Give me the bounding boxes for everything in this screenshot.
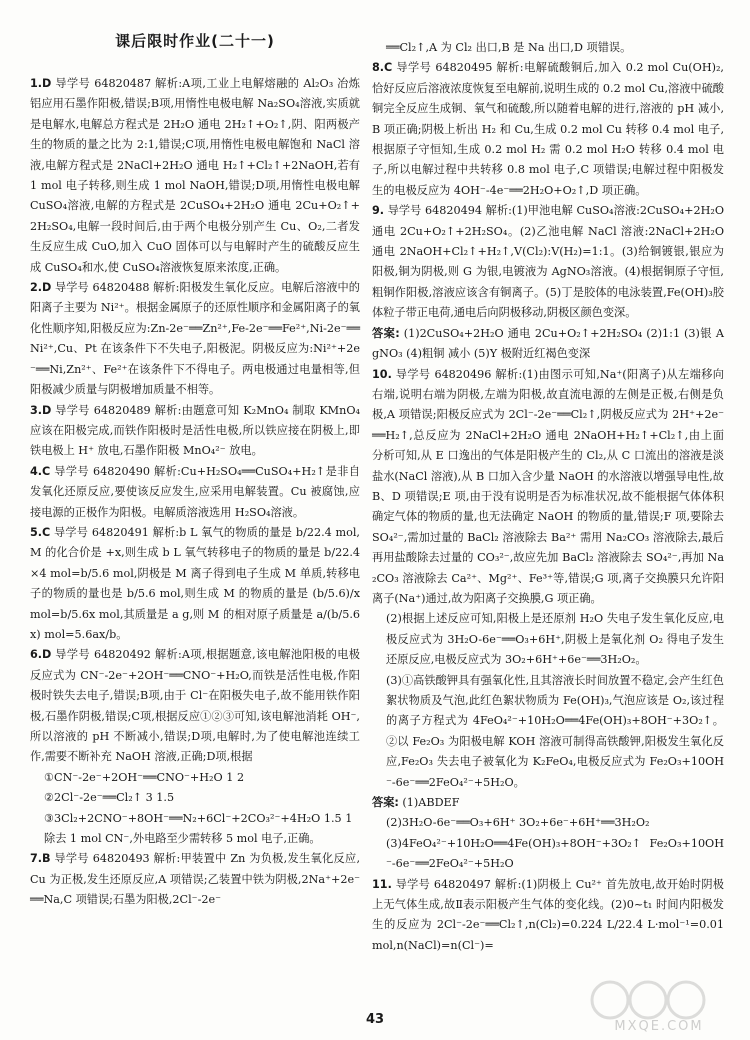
paragraph-text: (3)4FeO₄²⁻+10H₂O══4Fe(OH)₃+8OH⁻+3O₂↑ Fe₂O₃+10OH⁻-6e⁻══2FeO₄²⁻+5H₂O <box>386 836 724 871</box>
paragraph <box>30 74 360 278</box>
paragraph-text: ①CN⁻-2e⁻+2OH⁻══CNO⁻+H₂O 1 2 <box>44 770 245 784</box>
question-number: 10. <box>372 367 392 381</box>
paragraph <box>30 768 360 788</box>
right-flow <box>372 38 724 956</box>
paragraph-text: 导学号 64820489 解析:由题意可知 K₂MnO₄ 制取 KMnO₄应该在阳极完成,而铁作阳极时是活性电极,所以铁应接在阴极上,即铁电极上 H⁺ 放电,石墨作阳极 MnO₄²⁻ 放电。 <box>30 403 360 458</box>
paragraph <box>372 671 724 793</box>
question-number: 2.D <box>30 281 52 295</box>
paragraph-text: (2)3H₂O-6e⁻══O₃+6H⁺ 3O₂+6e⁻+6H⁺══3H₂O₂ <box>386 816 650 830</box>
paragraph <box>30 849 360 910</box>
paragraph-text: (3)①高铁酸钾具有强氧化性,且其溶液长时间放置不稳定,会产生红色絮状物质及气泡,此红色絮状物质为 Fe(OH)₃,气泡应该是 O₂,该过程的离子方程式为 4FeO₄²⁻+10H₂O══4Fe(OH)₃+8OH⁻+3O₂↑。②以 Fe₂O₃ 为阳极电解 KOH 溶液可制得高铁酸钾,阳极发生氧化反应,Fe₂O₃ 失去电子被氧化为 K₂FeO₄,电极反应式为 Fe₂O₃+10OH⁻-6e⁻══2FeO₄²⁻+5H₂O。 <box>386 673 724 789</box>
paragraph-text: (1)ABDEF <box>402 796 460 810</box>
paragraph-text: 导学号 64820496 解析:(1)由图示可知,Na⁺(阳离子)从左端移向右端,说明右端为阴极,左端为阳极,故直流电源的左侧是正极,右侧是负极,A 项错误;阳极反应式为 2Cl⁻-2e⁻══Cl₂↑,阴极反应式为 2H⁺+2e⁻══H₂↑,总反应为 2NaCl+2H₂O 通电 2NaOH+H₂↑+Cl₂↑,由上面分析可知,从 E 口逸出的气体是阳极产生的 Cl₂,从 C 口流出的溶液是淡盐水(NaCl 溶液),从 B 口加入含少量 NaOH 的水溶液以增强导电性,故 B、D 项错误;E 项,由于没有说明是否为标准状况,故不能根据气体体积确定气体的物质的量,也无法确定 NaOH 的物质的量,错误;F 项,要除去 SO₄²⁻,需加过量的 BaCl₂ 溶液除去 Ba²⁺ 需用 Na₂CO₃ 溶液除去,最后再用盐酸除去过量的 CO₃²⁻,故应先加 BaCl₂ 溶液除去 SO₄²⁻,再加 Na₂CO₃ 溶液除去 Ca²⁺、Mg²⁺、Fe³⁺等,错误;G 项,离子交换膜只允许阳离子(Na⁺)通过,故为阳离子交换膜,G 项正确。 <box>372 367 724 605</box>
question-number: 7.B <box>30 852 51 866</box>
paragraph <box>30 645 360 767</box>
watermark-logo <box>584 976 734 1034</box>
left-column <box>30 38 360 911</box>
paragraph <box>372 793 724 813</box>
question-number: 11. <box>372 877 392 891</box>
paragraph-text: 导学号 64820492 解析:A项,根据题意,该电解池阳极的电极反应式为 CN⁻-2e⁻+2OH⁻══CNO⁻+H₂O,而铁是活性电极,作阳极时铁失去电子,错误;B项,由于 Cl⁻在阳极失电子,故不能用铁作阳极,石墨作阴极,错误;C项,根据反应①②③可知,该电解池消耗 OH⁻,所以溶液的 pH 不断减小,错误;D项,电解时,为了使电解池连续工作,需要不断补充 NaOH 溶液,正确;D项,根据 <box>30 648 360 764</box>
watermark-text: MXQE.COM <box>614 1019 704 1034</box>
paragraph-text: 导学号 64820495 解析:电解硫酸铜后,加入 0.2 mol Cu(OH)₂,恰好反应后溶液浓度恢复至电解前,说明生成的 0.2 mol Cu,溶液中硫酸铜完全反应生成铜、氧气和硫酸,所以随着电解的进行,溶液的 pH 减小,B 项正确;阴极上析出 H₂ 和 Cu,生成 0.2 mol Cu 转移 0.4 mol 电子,根据原子守恒知,生成 0.2 mol H₂ 需 0.2 mol H₂O 转移 0.4 mol 电子,所以电解过程中共转移 0.8 mol 电子,C 项错误;电解过程中阳极发生的电极反应为 4OH⁻-4e⁻══2H₂O+O₂↑,D 项正确。 <box>372 61 724 197</box>
question-number: 3.D <box>30 403 52 417</box>
paragraph-text: 导学号 64820491 解析:b L 氧气的物质的量是 b/22.4 mol,M 的化合价是 +x,则生成 b L 氧气转移电子的物质的量是 b/22.4×4 mol=b/5.6 mol,阴极是 M 离子得到电子生成 M 单质,转移电子的物质的量也是 b/5.6 mol,则生成 M 的物质的量是 (b/5.6)/x mol=b/5.6x mol,其质量是 a g,则 M 的相对原子质量是 a/(b/5.6x) mol=5.6ax/b。 <box>30 525 360 641</box>
question-number: 5.C <box>30 525 51 539</box>
paragraph <box>372 875 724 957</box>
paragraph <box>372 201 724 323</box>
question-number: 4.C <box>30 464 51 478</box>
paragraph <box>30 523 360 645</box>
right-column <box>372 38 724 956</box>
paragraph <box>372 58 724 201</box>
paragraph-text: 导学号 64820497 解析:(1)阴极上 Cu²⁺ 首先放电,故开始时阴极上无气体生成,故Ⅱ表示阳极产生气体的变化线。(2)0~t₁ 时间内阳极发生的反应为 2Cl⁻-2e⁻══Cl₂↑,n(Cl₂)=0.224 L/22.4 L·mol⁻¹=0.01 mol,n(NaCl)=n(Cl⁻)= <box>372 877 724 952</box>
paragraph-text: ②2Cl⁻-2e⁻══Cl₂↑ 3 1.5 <box>44 791 175 805</box>
paragraph <box>30 401 360 462</box>
question-number: 8.C <box>372 61 393 75</box>
paragraph <box>30 462 360 523</box>
question-number: 1.D <box>30 77 52 90</box>
paragraph <box>372 834 724 875</box>
paragraph <box>30 809 360 829</box>
paragraph-text: 除去 1 mol CN⁻,外电路至少需转移 5 mol 电子,正确。 <box>44 832 321 846</box>
page-number: 43 <box>365 1012 385 1027</box>
paragraph <box>30 278 360 400</box>
paragraph-text: 导学号 64820493 解析:甲装置中 Zn 为负极,发生氧化反应,Cu 为正极,发生还原反应,A 项错误;乙装置中铁为阴极,2Na⁺+2e⁻══Na,C 项错误;石墨为阳极,2Cl⁻-2e⁻ <box>30 852 360 907</box>
page-title: 课后限时作业(二十一) <box>115 32 275 50</box>
question-number: 9. <box>372 204 385 218</box>
paragraph-text: 导学号 64820494 解析:(1)甲池电解 CuSO₄溶液:2CuSO₄+2H₂O 通电 2Cu+O₂↑+2H₂SO₄。(2)乙池电解 NaCl 溶液:2NaCl+2H₂O 通电 2NaOH+Cl₂↑+H₂↑,V(Cl₂):V(H₂)=1:1。(3)给铜镀银,银应为阳极,铜为阴极,则 G 为银,电镀液为 AgNO₃溶液。(4)根据铜原子守恒,粗铜作阳极,溶液应该含有铜离子。(5)丁是胶体的电泳装置,Fe(OH)₃胶体粒子带正电荷,通电后向阴极移动,阴极区颜色变深。 <box>372 204 724 320</box>
paragraph-text: 导学号 64820487 解析:A项,工业上电解熔融的 Al₂O₃ 冶炼铝应用石墨作阳极,错误;B项,用惰性电极电解 Na₂SO₄溶液,实质就是电解水,电解总方程式是 2H₂O 通电 2H₂↑+O₂↑,阴、阳两极产生的物质的量之比为 2:1,错误;C项,用惰性电极电解饱和 NaCl 溶液,电解方程式是 2NaCl+2H₂O 通电 H₂↑+Cl₂↑+2NaOH,若有 1 mol 电子转移,则生成 1 mol NaOH,错误;D项,用惰性电极电解 CuSO₄溶液,电解的方程式是 2CuSO₄+2H₂O 通电 2Cu+O₂↑+2H₂SO₄,电解一段时间后,由于两个电极分别产生 Cu、O₂,二者发生反应生成 CuO,加入 CuO 固体可以与电解时产生的硫酸反应生成 CuSO₄和水,使 CuSO₄溶液恢复原来浓度,正确。 <box>30 77 360 274</box>
paragraph <box>30 788 360 808</box>
paragraph-text: ══Cl₂↑,A 为 Cl₂ 出口,B 是 Na 出口,D 项错误。 <box>386 41 632 54</box>
paragraph-text: (1)2CuSO₄+2H₂O 通电 2Cu+O₂↑+2H₂SO₄ (2)1:1 (3)银 AgNO₃ (4)粗铜 减小 (5)Y 极附近红褐色变深 <box>372 326 725 361</box>
paragraph <box>372 324 724 365</box>
paragraph-text: ③3Cl₂+2CNO⁻+8OH⁻══N₂+6Cl⁻+2CO₃²⁻+4H₂O 1.5 1 <box>44 811 353 825</box>
paragraph <box>372 38 724 58</box>
paragraph-text: 导学号 64820488 解析:阳极发生氧化反应。电解后溶液中的阳离子主要为 Ni²⁺。根据金属原子的还原性顺序和金属阳离子的氧化性顺序知,阳极反应为:Zn-2e⁻══Zn²⁺,Fe-2e⁻══Fe²⁺,Ni-2e⁻══Ni²⁺,Cu、Pt 在该条件下不失电子,阳极泥。阴极反应为:Ni²⁺+2e⁻══Ni,Zn²⁺、Fe²⁺在该条件下不得电子。两电极通过电量相等,但阳极减少质量与阴极增加质量不相等。 <box>30 281 360 397</box>
answer-label: 答案: <box>372 796 399 810</box>
paragraph <box>372 609 724 670</box>
answer-label: 答案: <box>372 326 400 340</box>
paragraph-text: (2)根据上述反应可知,阳极上是还原剂 H₂O 失电子发生氧化反应,电极反应式为 3H₂O-6e⁻══O₃+6H⁺,阴极上是氧化剂 O₂ 得电子发生还原反应,电极反应式为 3O₂+6H⁺+6e⁻══3H₂O₂。 <box>386 612 724 667</box>
paragraph-text: 导学号 64820490 解析:Cu+H₂SO₄══CuSO₄+H₂↑是非自发氧化还原反应,要使该反应发生,应采用电解装置。Cu 被腐蚀,应接电源的正极作为阳极。电解质溶液选用 H₂SO₄溶液。 <box>30 464 360 519</box>
paragraph <box>30 829 360 849</box>
left-flow <box>30 74 360 911</box>
question-number: 6.D <box>30 648 52 662</box>
paragraph <box>372 365 724 610</box>
paragraph <box>372 813 724 833</box>
